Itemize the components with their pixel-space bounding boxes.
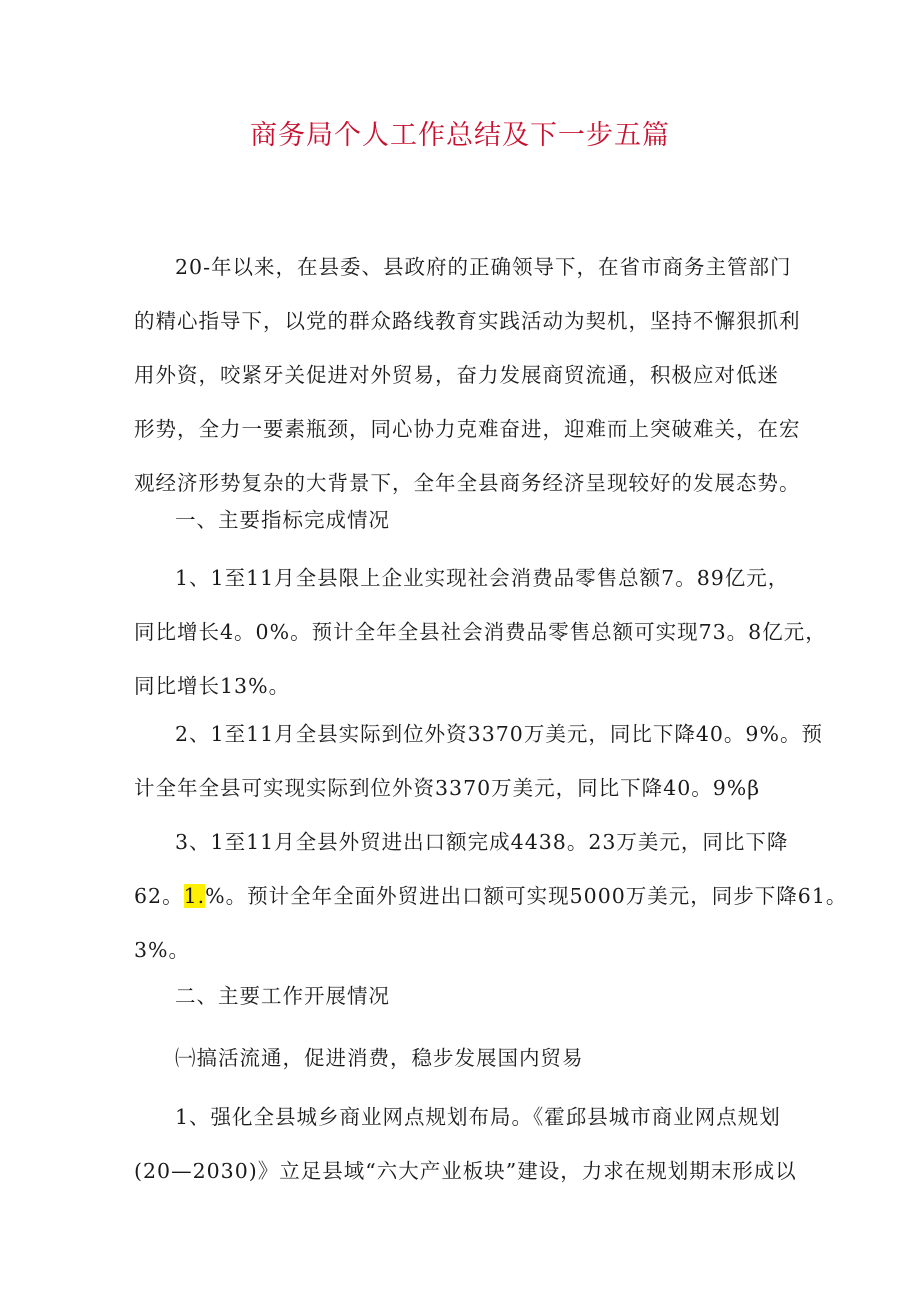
section-heading-text: 一、主要指标完成情况 [175, 508, 390, 532]
document-title: 商务局个人工作总结及下一步五篇 [250, 120, 670, 151]
item-line [134, 869, 848, 923]
intro-line: 用外资，咬紧牙关促进对外贸易，奋力发展商贸流通，积极应对低迷 [134, 363, 779, 387]
intro-line: 20-年以来，在县委、县政府的正确领导下，在省市商务主管部门 [175, 255, 792, 279]
item-2-paragraph [134, 707, 823, 815]
intro-line: 观经济形势复杂的大背景下，全年全县商务经济呈现较好的发展态势。 [134, 471, 801, 495]
item-line: 3%。 [134, 938, 191, 962]
item-3-paragraph [134, 815, 848, 977]
item-line: (20—2030)》立足县域“六大产业板块”建设，力求在规划期末形成以 [134, 1159, 797, 1183]
intro-line: 形势，全力一要素瓶颈，同心协力克难奋进，迎难而上突破难关，在宏 [134, 417, 801, 441]
intro-line: 的精心指导下，以党的群众路线教育实践活动为契机，坚持不懈狠抓利 [134, 309, 801, 333]
item-line: 3、1至11月全县外贸进出口额完成4438。23万美元，同比下降 [175, 830, 789, 854]
subsection-heading-1 [134, 1031, 794, 1085]
item-line: 1、1至11月全县限上企业实现社会消费品零售总额7。89亿元， [175, 566, 790, 590]
item-text: 62。 [134, 884, 184, 908]
intro-paragraph [134, 240, 801, 510]
item-line: 计全年全县可实现实际到位外资3370万美元，同比下降40。9%β [134, 776, 761, 800]
item-line: 同比增长13%。 [134, 674, 291, 698]
item-4-paragraph [134, 1090, 797, 1198]
section-heading-1 [134, 493, 794, 547]
subsection-heading-text: ㈠搞活流通，促进消费，稳步发展国内贸易 [175, 1046, 584, 1070]
item-line: 1、强化全县城乡商业网点规划布局。《霍邱县城市商业网点规划 [175, 1105, 781, 1129]
item-line: 2、1至11月全县实际到位外资3370万美元，同比下降40。9%。预 [175, 722, 823, 746]
section-heading-text: 二、主要工作开展情况 [175, 984, 390, 1008]
item-line: 同比增长4。0%。预计全年全县社会消费品零售总额可实现73。8亿元， [134, 620, 827, 644]
item-1-paragraph [134, 551, 827, 713]
highlighted-text: 1. [183, 884, 206, 908]
section-heading-2 [134, 969, 794, 1023]
item-text: %。预计全年全面外贸进出口额可实现5000万美元，同步下降61。 [205, 884, 848, 908]
